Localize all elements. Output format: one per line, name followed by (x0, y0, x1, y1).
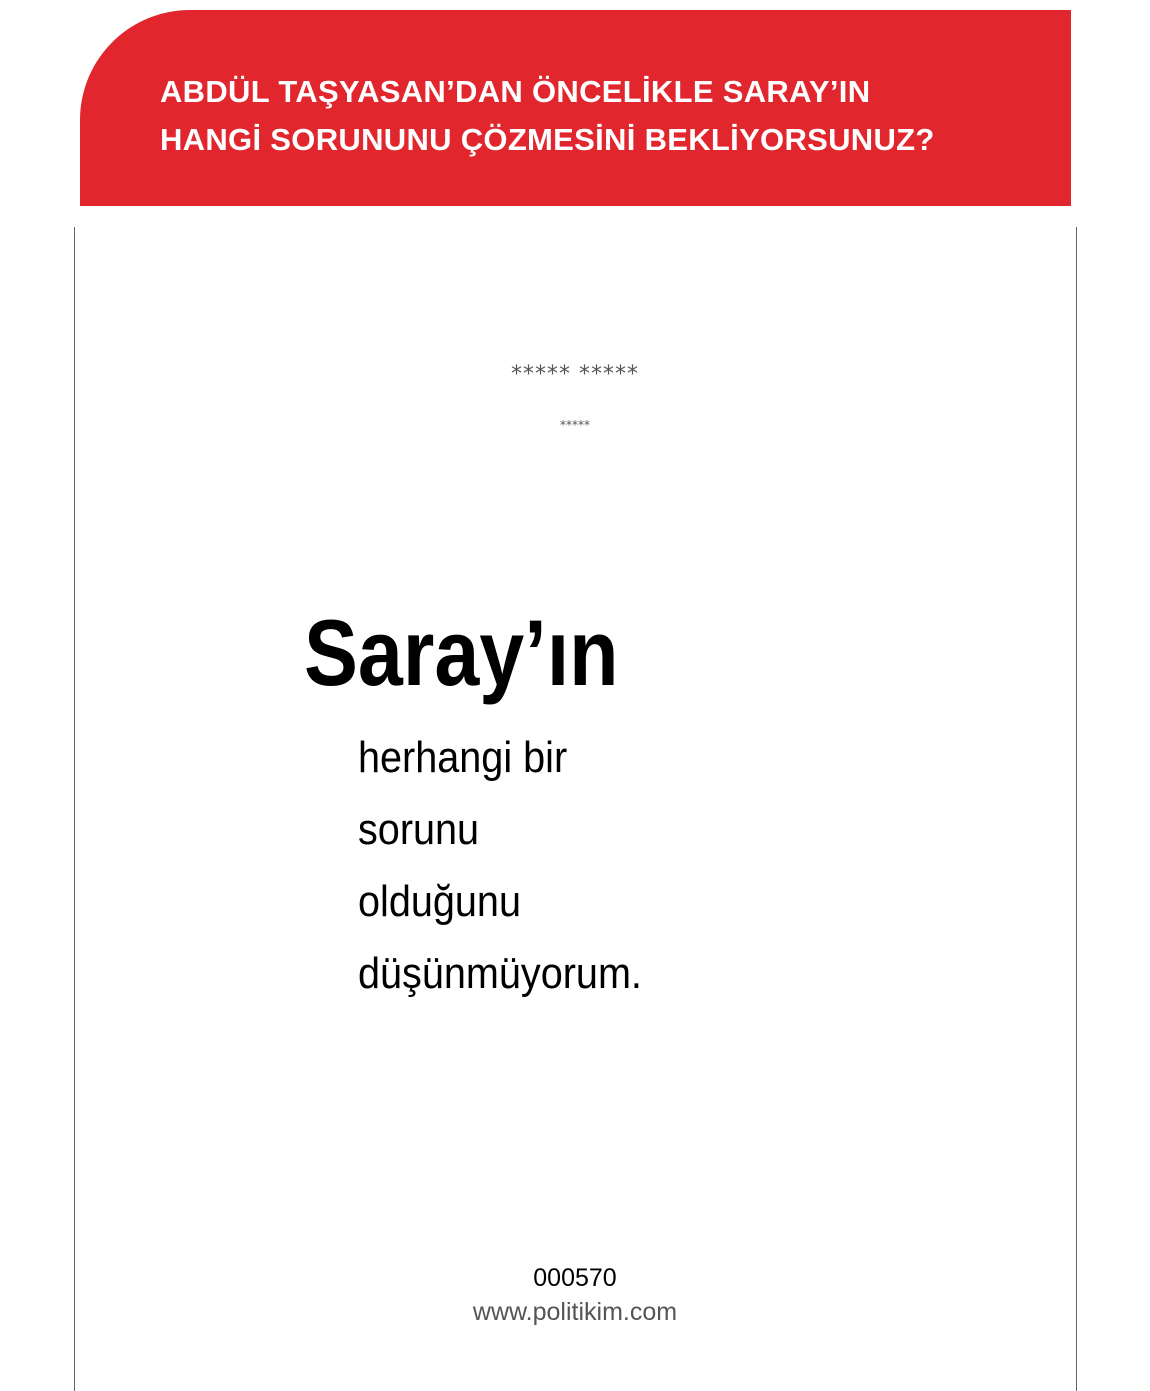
answer-body (358, 722, 642, 1010)
answer-line: herhangi bir (358, 733, 568, 782)
header-banner (80, 10, 1071, 206)
question-title (160, 68, 1060, 164)
respondent-subtitle: ***** (560, 418, 590, 432)
frame-line-left (74, 227, 75, 1391)
frame-line-right (1076, 227, 1077, 1391)
respondent-name: ***** ***** (511, 362, 639, 387)
answer-line: düşünmüyorum. (358, 949, 642, 998)
question-line-2: HANGİ SORUNUNU ÇÖZMESİNİ BEKLİYORSUNUZ? (160, 122, 935, 157)
answer-line: sorunu (358, 805, 480, 854)
answer-line: olduğunu (358, 877, 521, 926)
document-number: 000570 (533, 1264, 617, 1292)
question-line-1: ABDÜL TAŞYASAN’DAN ÖNCELİKLE SARAY’IN (160, 74, 871, 109)
website-url: www.politikim.com (472, 1298, 678, 1326)
answer-headline: Saray’ın (304, 600, 619, 705)
